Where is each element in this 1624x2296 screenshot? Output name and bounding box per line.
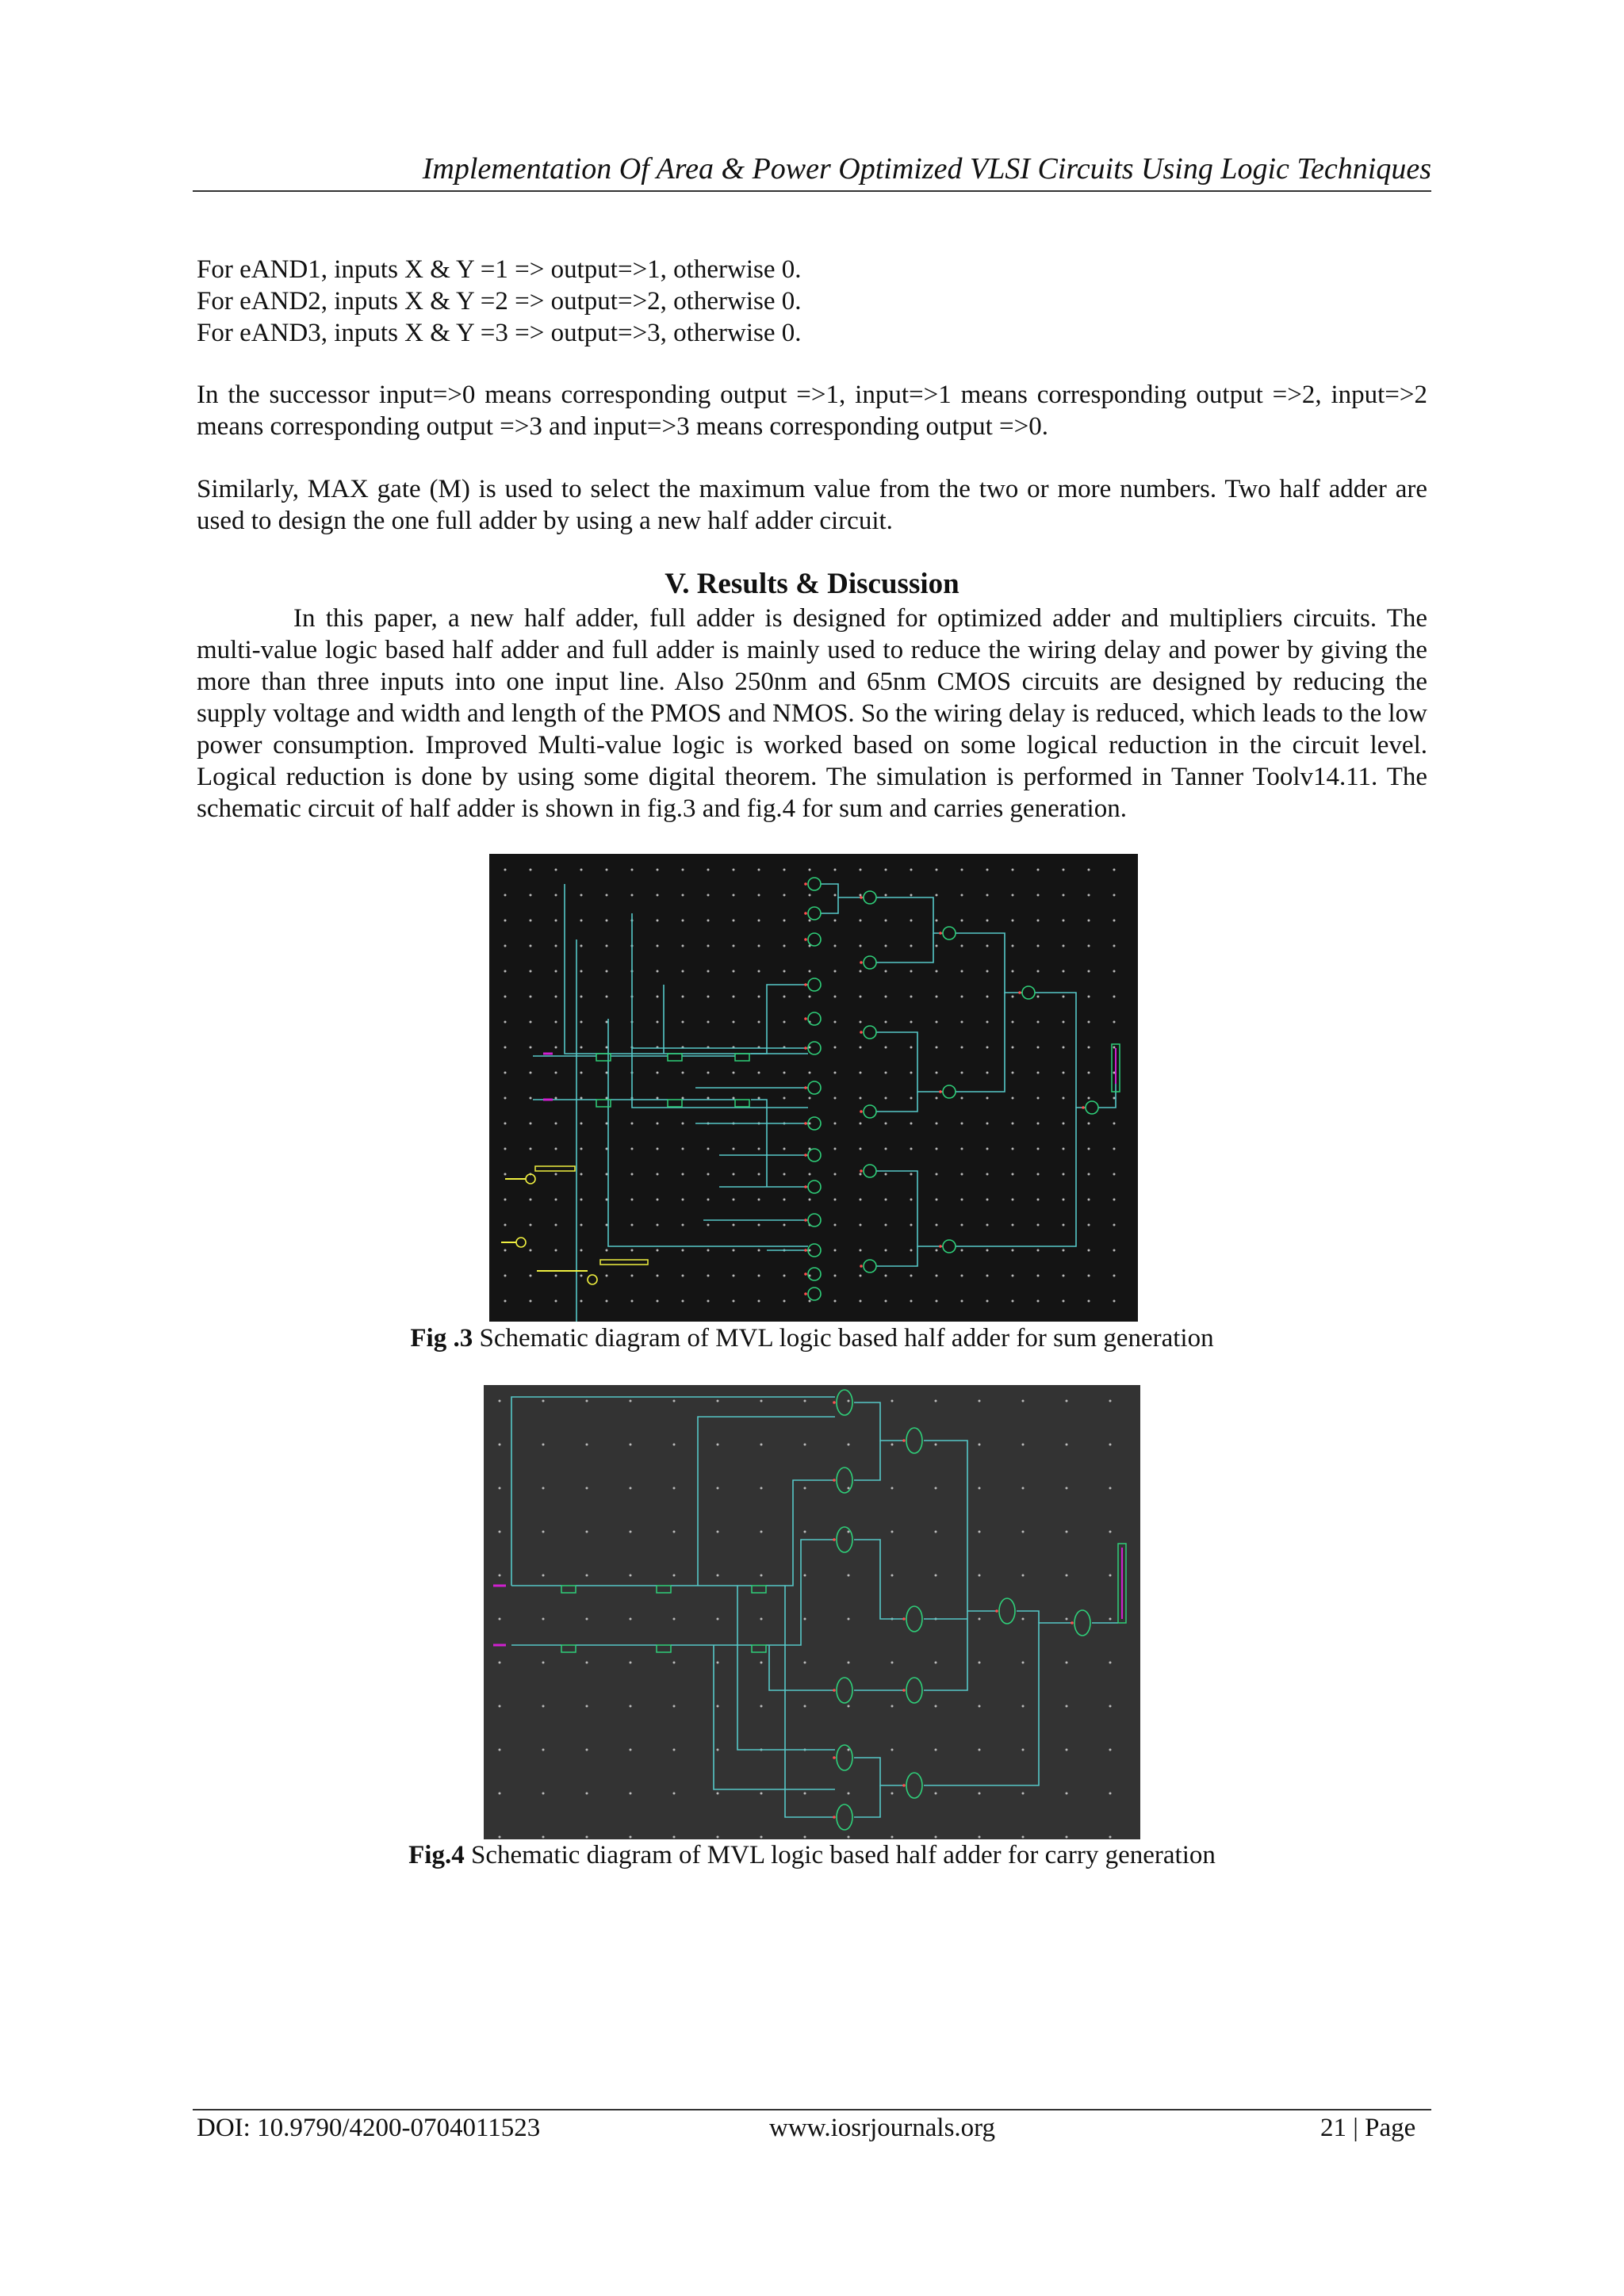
- carry-schematic-image: [484, 1385, 1140, 1839]
- successor-text: In the successor input=>0 means corresponding output =>1, input=>1 means corresponding output =>2, input=>2 means corresponding output =>3 and input=>3 means corresponding output =>0.: [197, 381, 1427, 441]
- definition-line: For eAND3, inputs X & Y =3 => output=>3, otherwise 0.: [197, 319, 802, 347]
- max-gate-paragraph: [197, 473, 1427, 537]
- figure-4-schematic: [484, 1385, 1140, 1839]
- figure-4-caption-text: Schematic diagram of MVL logic based half adder for carry generation: [470, 1841, 1216, 1869]
- figure-3-caption-text: Schematic diagram of MVL logic based half adder for sum generation: [479, 1324, 1214, 1353]
- sum-schematic-image: [489, 854, 1138, 1322]
- footer-page-number: 21 | Page: [1320, 2114, 1416, 2142]
- footer-doi: DOI: 10.9790/4200-0704011523: [197, 2114, 541, 2142]
- header-rule: [193, 190, 1431, 192]
- footer-rule: [193, 2109, 1431, 2110]
- definitions-list: [197, 254, 1427, 349]
- section-heading: V. Results & Discussion: [665, 568, 959, 600]
- running-head: Implementation Of Area & Power Optimized VLSI Circuits Using Logic Techniques: [422, 152, 1431, 186]
- figure-3-schematic: [489, 854, 1138, 1322]
- results-text: In this paper, a new half adder, full adder is designed for optimized adder and multipliers circuits. The multi-value logic based half adder and full adder is mainly used to reduce the wiring delay and power by giving the more than three inputs into one input line. Also 250nm and 65nm CMOS circuits are designed by reducing the supply voltage and width and length of the PMOS and NMOS. So the wiring delay is reduced, which leads to the low power consumption. Improved Multi-value logic is worked based on some logical reduction in the circuit level. Logical reduction is done by using some digital theorem. The simulation is performed in Tanner Toolv14.11. The schematic circuit of half adder is shown in fig.3 and fig.4 for sum and carries generation.: [197, 604, 1427, 823]
- figure-4-caption: [197, 1839, 1427, 1871]
- definition-line: For eAND1, inputs X & Y =1 => output=>1, otherwise 0.: [197, 255, 802, 284]
- footer-website: www.iosrjournals.org: [769, 2114, 996, 2142]
- results-paragraph: [197, 603, 1427, 825]
- successor-paragraph: [197, 379, 1427, 442]
- figure-3-caption: [197, 1322, 1427, 1354]
- figure-3-label: Fig .3: [410, 1324, 473, 1353]
- max-gate-text: Similarly, MAX gate (M) is used to select the maximum value from the two or more numbers. Two half adder are used to design the one full adder by using a new half adder circuit.: [197, 475, 1427, 535]
- figure-4-label: Fig.4: [408, 1841, 465, 1869]
- definition-line: For eAND2, inputs X & Y =2 => output=>2, otherwise 0.: [197, 287, 802, 316]
